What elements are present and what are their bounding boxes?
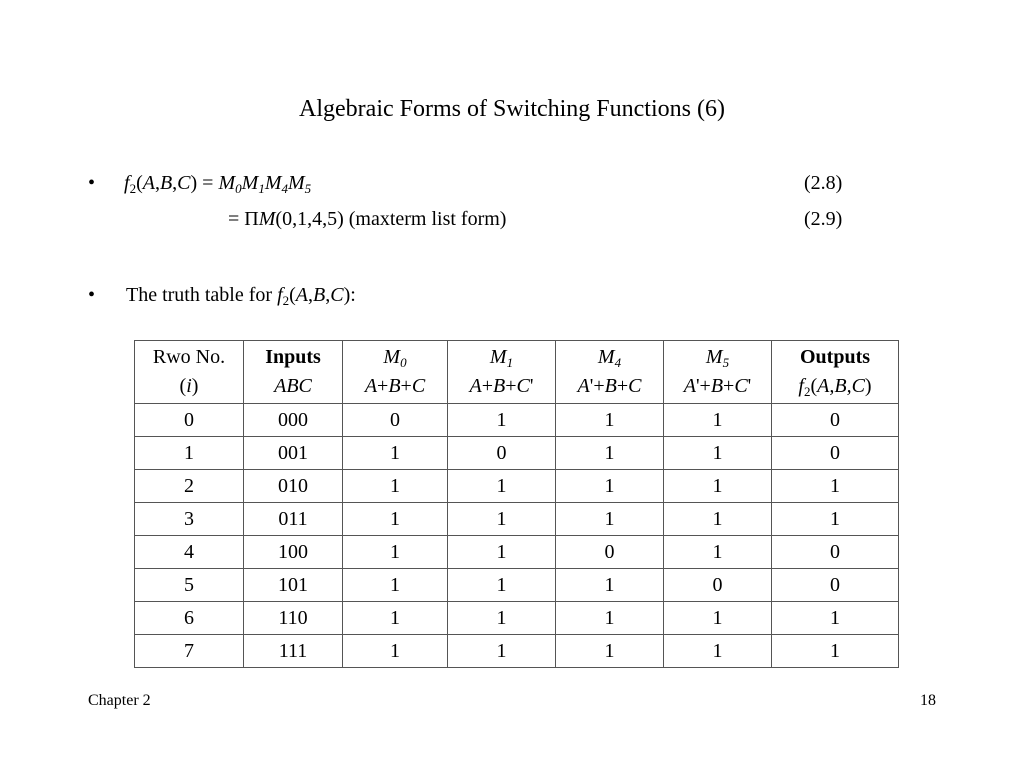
table-cell: 1 (664, 536, 772, 569)
page-number: 18 (920, 692, 936, 709)
table-row (135, 404, 899, 437)
table-cell: 3 (135, 503, 244, 536)
table-cell: 1 (556, 404, 664, 437)
table-cell: 1 (448, 635, 556, 668)
table-cell: 0 (556, 536, 664, 569)
table-cell: 1 (556, 470, 664, 503)
table-cell: 1 (556, 503, 664, 536)
table-cell: 011 (244, 503, 343, 536)
table-cell: 1 (448, 404, 556, 437)
bullet-1-marker: • (88, 172, 96, 194)
table-cell: 1 (664, 503, 772, 536)
table-cell: 1 (556, 635, 664, 668)
table-cell: 1 (448, 470, 556, 503)
table-cell: 1 (556, 569, 664, 602)
table-cell: 2 (135, 470, 244, 503)
table-cell: 1 (343, 536, 448, 569)
table-cell: 1 (135, 437, 244, 470)
table-cell: 001 (244, 437, 343, 470)
truth-table (134, 340, 899, 668)
table-cell: 1 (664, 470, 772, 503)
table-row (135, 503, 899, 536)
header-inputs: Inputs ABC (244, 341, 343, 404)
table-cell: 0 (772, 404, 899, 437)
table-cell: 1 (343, 602, 448, 635)
table-cell: 1 (343, 470, 448, 503)
table-cell: 0 (448, 437, 556, 470)
table-cell: 0 (343, 404, 448, 437)
table-cell: 000 (244, 404, 343, 437)
table-cell: 5 (135, 569, 244, 602)
table-cell: 0 (664, 569, 772, 602)
table-cell: 110 (244, 602, 343, 635)
table-row (135, 569, 899, 602)
table-cell: 100 (244, 536, 343, 569)
table-cell: 010 (244, 470, 343, 503)
table-cell: 0 (772, 437, 899, 470)
table-header-row (135, 341, 899, 404)
bullet-2-marker: • (88, 284, 96, 306)
footer-chapter: Chapter 2 (88, 692, 151, 709)
table-cell: 1 (343, 635, 448, 668)
table-cell: 1 (664, 602, 772, 635)
table-cell: 1 (664, 404, 772, 437)
table-cell: 1 (772, 503, 899, 536)
header-m0: $M_0$ A+B+C (343, 341, 448, 404)
equation-2-9: = ΠM(0,1,4,5) (maxterm list form) (228, 208, 507, 230)
slide-title: Algebraic Forms of Switching Functions (6) (299, 96, 725, 122)
header-outputs: Outputs $f_2(A,B,C)$ (772, 341, 899, 404)
table-cell: 1 (343, 437, 448, 470)
table-row (135, 470, 899, 503)
table-cell: 1 (664, 437, 772, 470)
table-cell: 0 (135, 404, 244, 437)
table-cell: 1 (343, 569, 448, 602)
table-cell: 1 (772, 470, 899, 503)
table-cell: 111 (244, 635, 343, 668)
table-cell: 1 (664, 635, 772, 668)
header-row-number: Rwo No. (i) (135, 341, 244, 404)
table-cell: 1 (448, 536, 556, 569)
table-cell: 4 (135, 536, 244, 569)
table-cell: 0 (772, 569, 899, 602)
table-cell: 1 (556, 437, 664, 470)
table-cell: 1 (772, 602, 899, 635)
table-cell: 1 (448, 602, 556, 635)
table-row (135, 437, 899, 470)
table-row (135, 536, 899, 569)
header-m5: $M_5$ A'+B+C' (664, 341, 772, 404)
table-cell: 1 (343, 503, 448, 536)
table-cell: 7 (135, 635, 244, 668)
truth-table-caption: The truth table for $f_2(A,B,C)$: (126, 284, 356, 308)
table-cell: 1 (448, 569, 556, 602)
table-cell: 1 (772, 635, 899, 668)
equation-number-2-8: (2.8) (804, 172, 843, 194)
table-cell: 1 (448, 503, 556, 536)
table-row (135, 602, 899, 635)
table-cell: 0 (772, 536, 899, 569)
table-cell: 6 (135, 602, 244, 635)
table-cell: 1 (556, 602, 664, 635)
header-m1: $M_1$ A+B+C' (448, 341, 556, 404)
equation-number-2-9: (2.9) (804, 208, 843, 230)
table-row (135, 635, 899, 668)
table-cell: 101 (244, 569, 343, 602)
equation-2-8: $f_2(A,B,C) = M_0M_1M_4M_5$ (124, 172, 312, 196)
header-m4: $M_4$ A'+B+C (556, 341, 664, 404)
